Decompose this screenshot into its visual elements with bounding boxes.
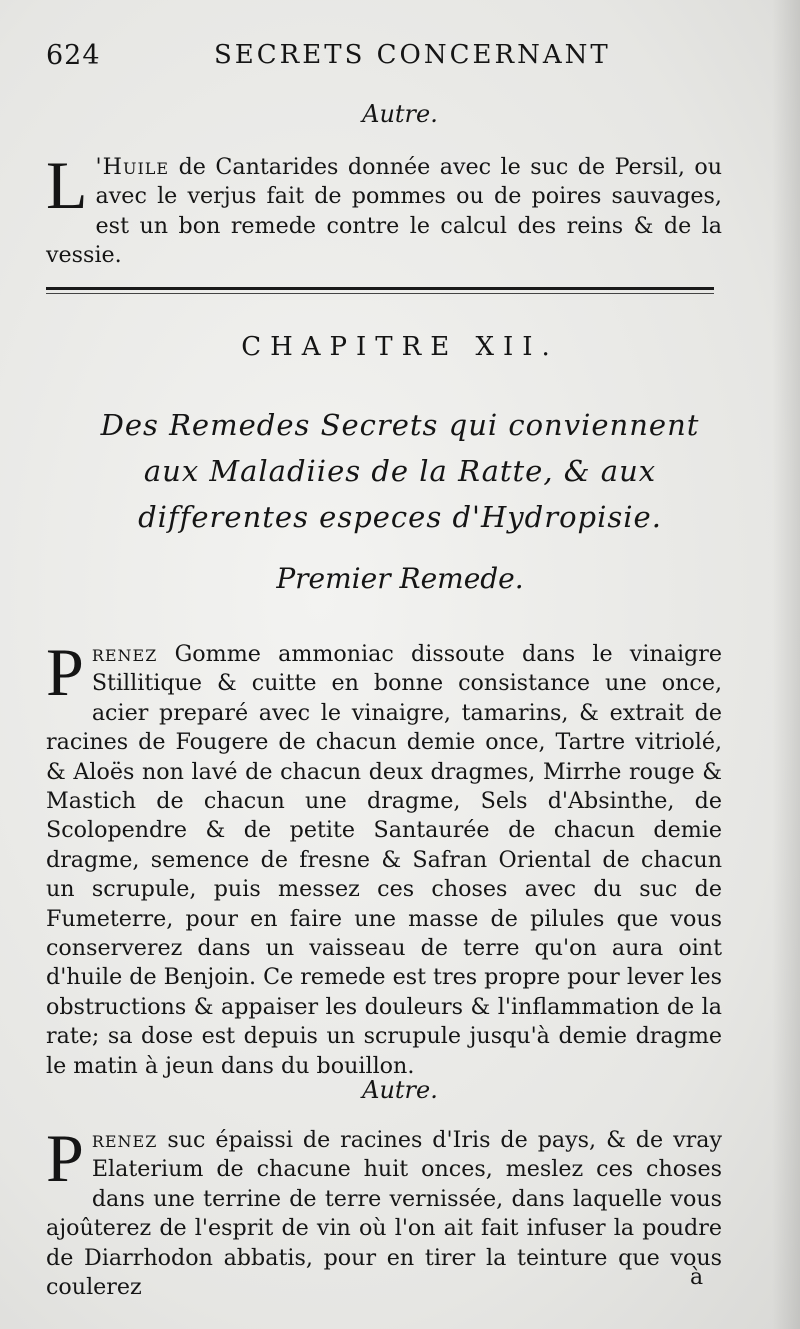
- paragraph-text: de Cantarides donnée avec le suc de Persil, ou avec le verjus fait de pommes ou de poires sauvages, est un bon remede contre le calcul des reins & de la vessie.: [46, 154, 722, 269]
- page-shadow: [772, 0, 800, 1329]
- paragraph-autre-2: [46, 1120, 722, 1302]
- dropcap: L: [46, 147, 88, 223]
- chapter-title: Des Remedes Secrets qui conviennent aux Maladiies de la Ratte, & aux differentes especes d'Hydropisie.: [100, 408, 700, 534]
- page-number: 624: [46, 40, 101, 71]
- paragraph-text: Gomme ammoniac dissoute dans le vinaigre Stillitique & cuitte en bonne consistance une once, acier preparé avec le vinaigre, tamarins, & extrait de racines de Fougere de chacun demie once, Tartre vitriolé, & Aloës non lavé de chacun deux dragmes, Mirrhe rouge & Mastich de chacun une dragme, Sels d'Absinthe, de Scolopendre & de petite Santaurée de chacun demie dragme, semence de fresne & Safran Oriental de chacun un scrupule, puis messez ces choses avec du suc de Fumeterre, pour en faire une masse de pilules que vous conserverez dans un vaisseau de terre qu'on aura oint d'huile de Benjoin. Ce remede est tres propre pour lever les obstructions & appaiser les douleurs & l'inflammation de la rate; sa dose est depuis un scrupule jusqu'à demie dragme le matin à jeun dans du bouillon.: [46, 641, 722, 1079]
- section-divider: [46, 287, 714, 290]
- paragraph-huile: [46, 147, 722, 271]
- lead-word: renez: [91, 641, 158, 667]
- section-heading-autre-2: Autre.: [362, 1076, 438, 1104]
- chapter-label: CHAPITRE XII.: [241, 332, 559, 362]
- section-heading-autre: Autre.: [362, 100, 438, 128]
- dropcap: P: [46, 634, 84, 710]
- section-heading-premier-remede: Premier Remede.: [276, 562, 524, 595]
- section-divider-thin: [46, 293, 714, 294]
- paragraph-premier-remede: [46, 634, 722, 1081]
- page-header: [46, 40, 726, 80]
- lead-word: 'Huile: [95, 154, 170, 180]
- catchword: à: [690, 1265, 704, 1290]
- lead-word: renez: [91, 1127, 158, 1153]
- running-head: SECRETS CONCERNANT: [214, 40, 611, 70]
- dropcap: P: [46, 1120, 84, 1196]
- paragraph-text: suc épaissi de racines d'Iris de pays, & de vray Elaterium de chacune huit onces, meslez ces choses dans une terrine de terre vernissée, dans laquelle vous ajoûterez de l'esprit de vin où l'on ait fait infuser la poudre de Diarrhodon abbatis, pour en tirer la teinture que vous coulerez: [46, 1127, 722, 1301]
